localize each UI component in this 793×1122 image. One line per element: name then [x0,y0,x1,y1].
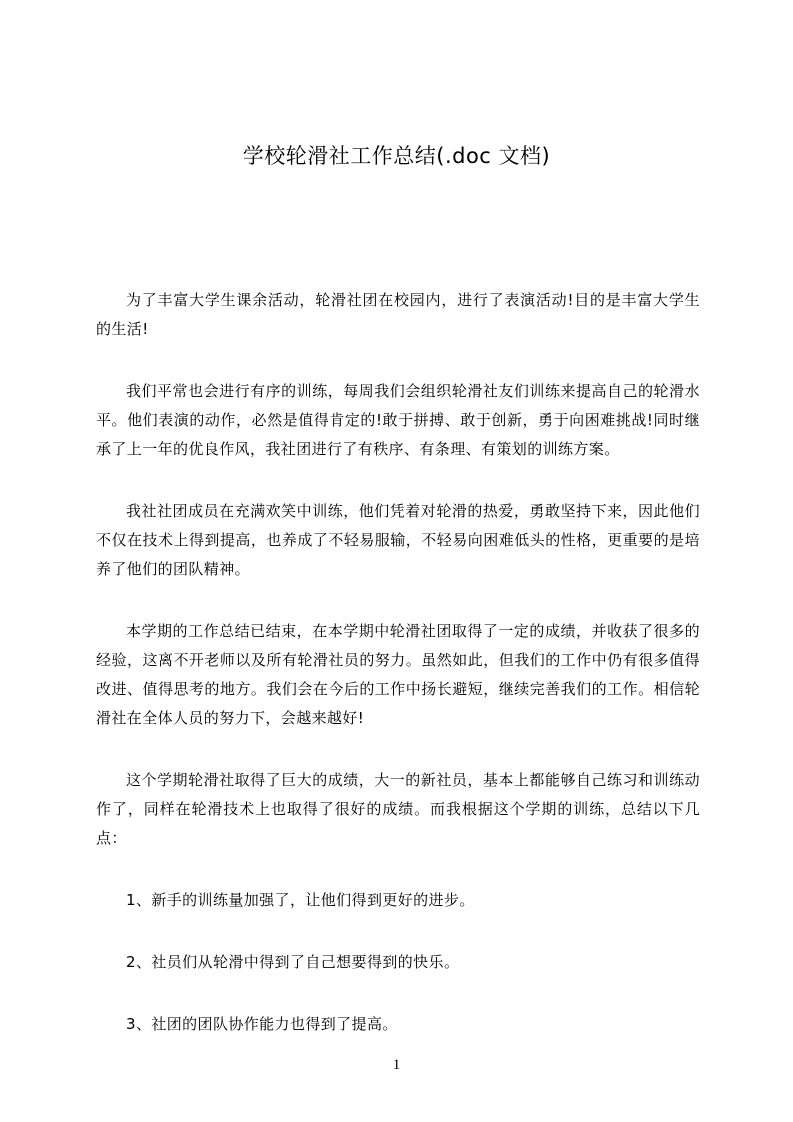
paragraph-intro: 为了丰富大学生课余活动，轮滑社团在校园内，进行了表演活动!目的是丰富大学生的生活! [96,291,700,338]
document-body [96,286,700,1072]
list-item: 3、社团的团队协作能力也得到了提高。 [126,1015,398,1033]
paragraph-summary: 本学期的工作总结已结束，在本学期中轮滑社团取得了一定的成绩，并收获了很多的经验，这离不开老师以及所有轮滑社员的努力。虽然如此，但我们的工作中仍有很多值得改进、值得思考的地方。我们会在今后的工作中扬长避短，继续完善我们的工作。相信轮滑社在全体人员的努力下，会越来越好! [96,622,700,727]
list-item: 2、社员们从轮滑中得到了自己想要得到的快乐。 [126,953,460,971]
paragraph-training: 我们平常也会进行有序的训练，每周我们会组织轮滑社友们训练来提高自己的轮滑水平。他们表演的动作，必然是值得肯定的!敢于拼搏、敢于创新，勇于向困难挑战!同时继承了上一年的优良作风，我社团进行了有秩序、有条理、有策划的训练方案。 [96,382,700,458]
paragraph-members: 我社社团成员在充满欢笑中训练，他们凭着对轮滑的热爱，勇敢坚持下来，因此他们不仅在技术上得到提高，也养成了不轻易服输，不轻易向困难低头的性格，更重要的是培养了他们的团队精神。 [96,502,700,578]
list-item: 1、新手的训练量加强了，让他们得到更好的进步。 [126,891,475,909]
paragraph-achievements: 这个学期轮滑社取得了巨大的成绩，大一的新社员，基本上都能够自己练习和训练动作了，同样在轮滑技术上也取得了很好的成绩。而我根据这个学期的训练，总结以下几点： [96,771,700,847]
page-number: 1 [392,1057,401,1073]
document-title: 学校轮滑社工作总结(.doc 文档) [242,144,551,168]
